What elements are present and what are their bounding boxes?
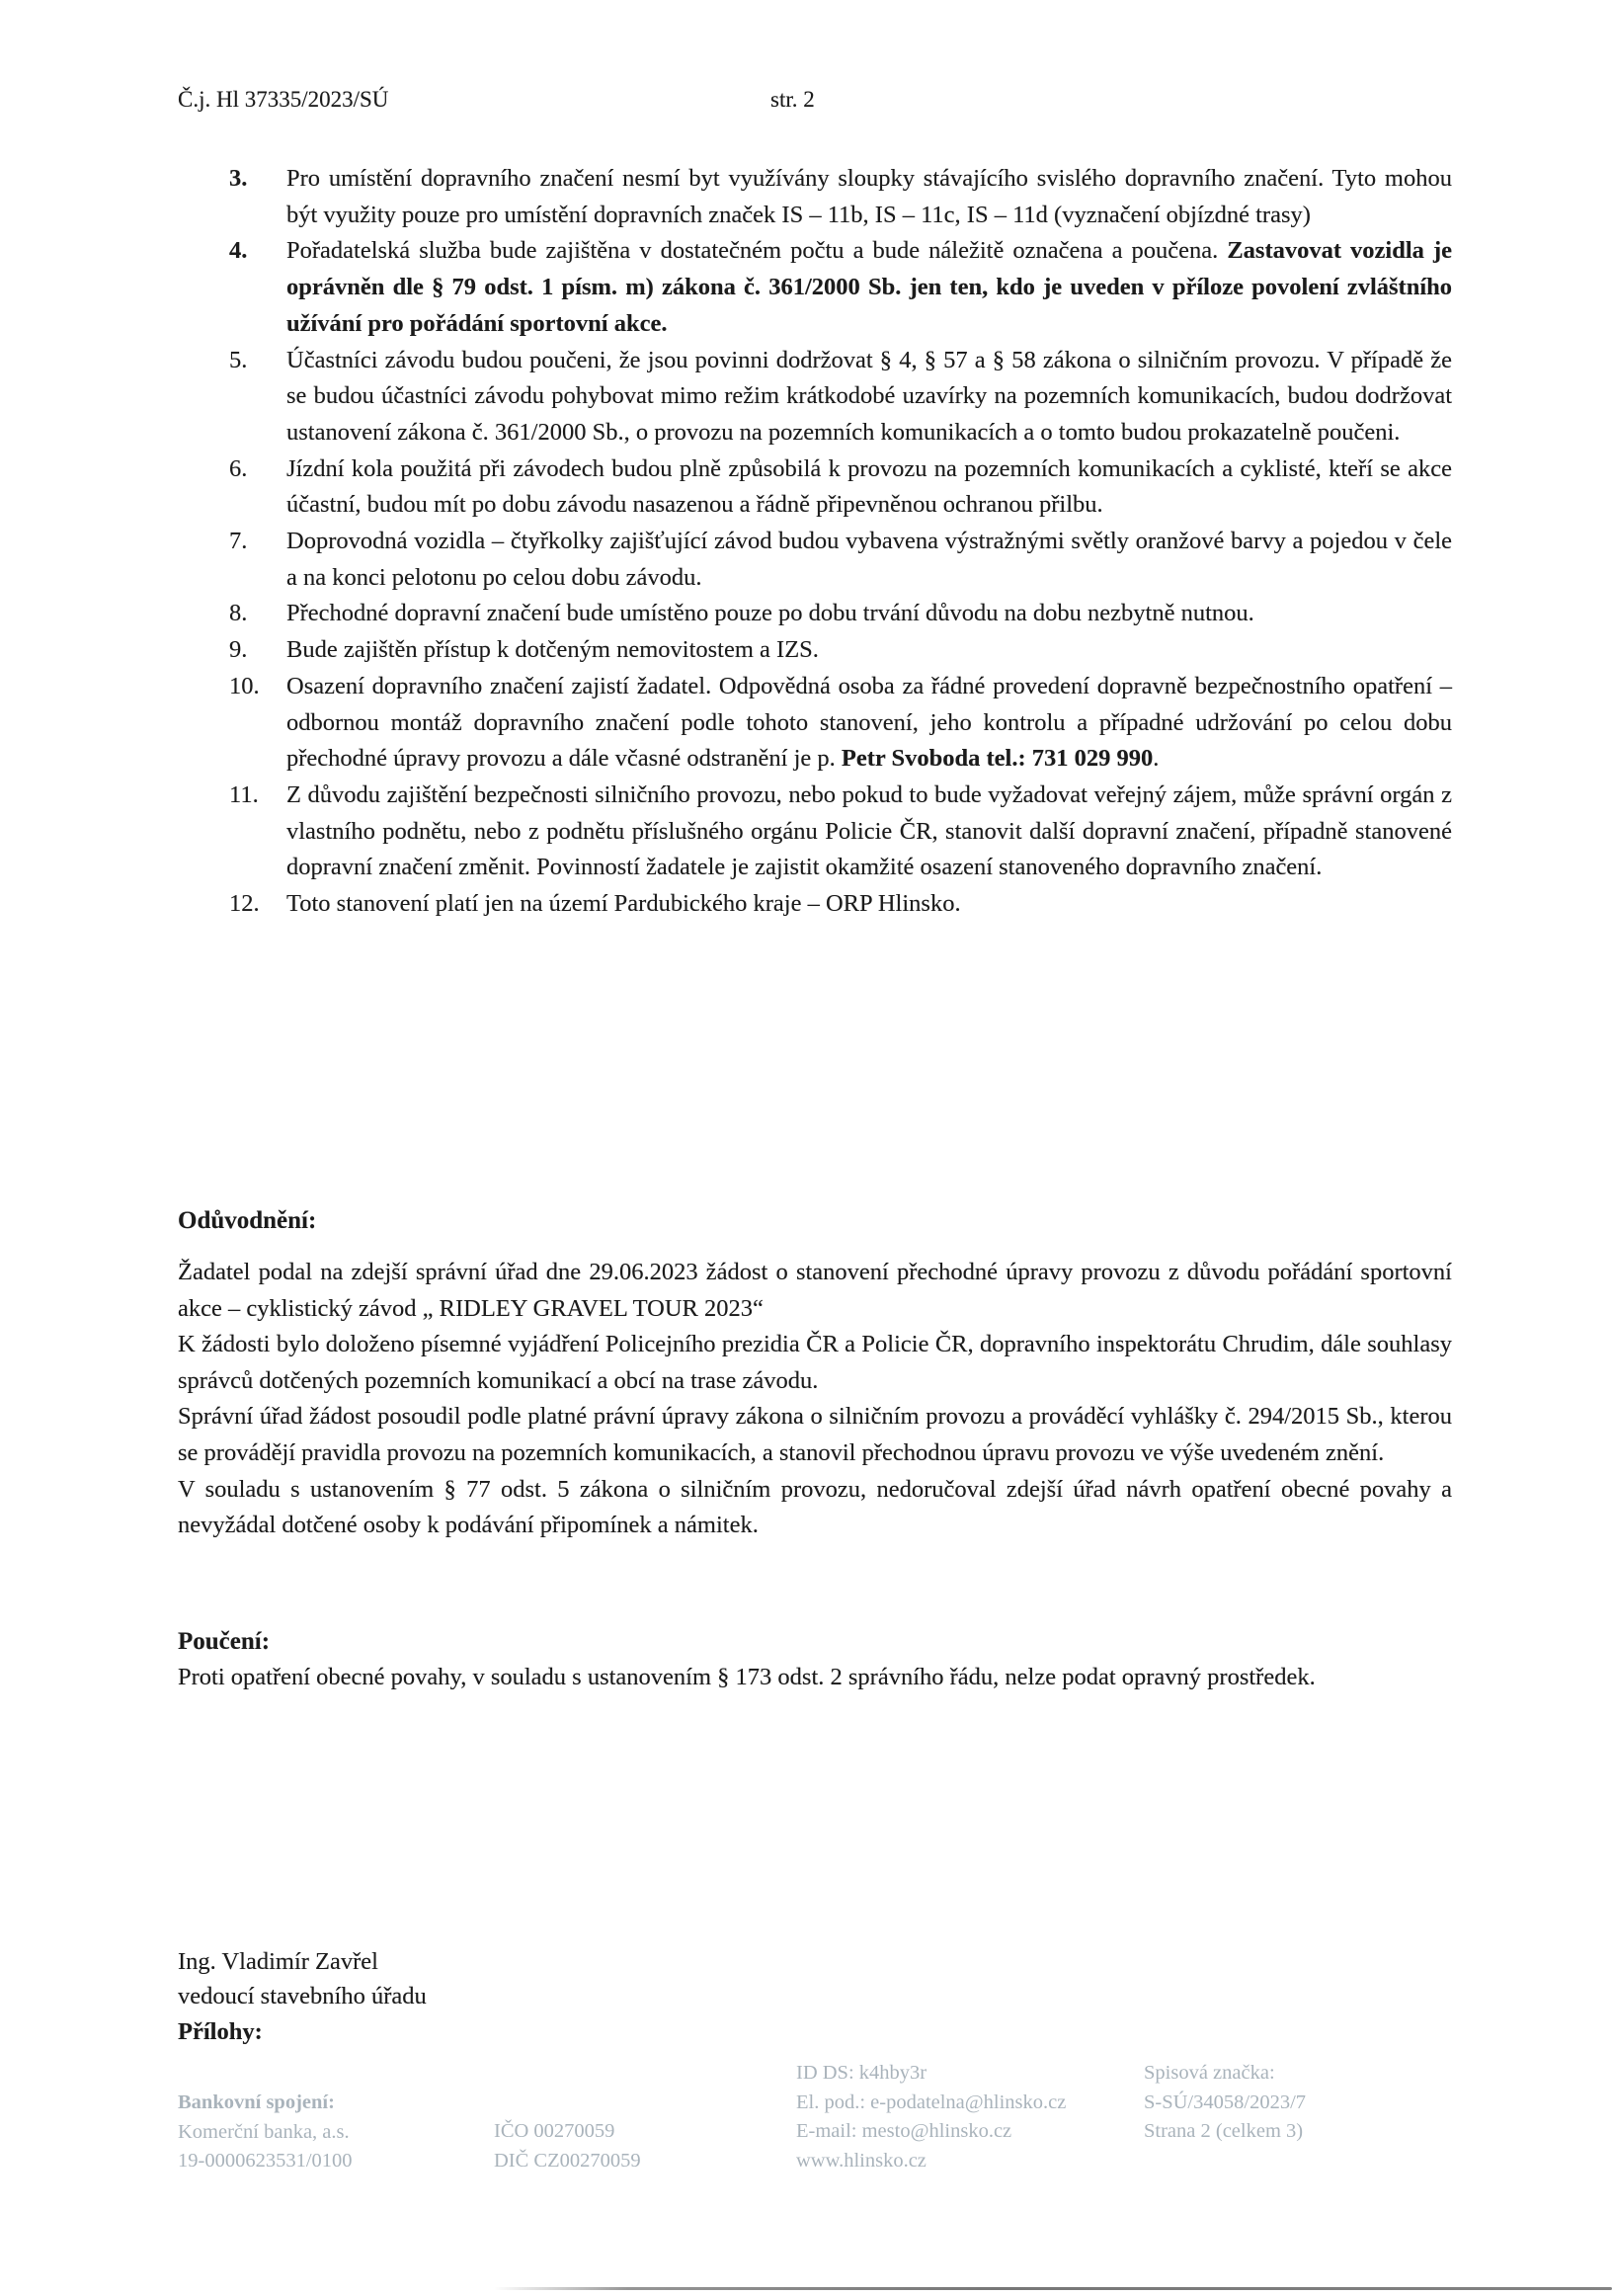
footer-line: S-SÚ/34058/2023/7	[1144, 2091, 1307, 2113]
signature-block	[178, 1944, 427, 2049]
condition-number: 5.	[229, 346, 248, 373]
section-heading-pouceni: Poučení:	[178, 1628, 271, 1655]
section-body-oduvodneni	[178, 1255, 1452, 1544]
footer-bank-lines	[178, 2118, 353, 2176]
condition-text: Bude zajištěn přístup k dotčeným nemovitostem a IZS.	[286, 636, 819, 664]
footer-line: www.hlinsko.cz	[796, 2149, 927, 2172]
condition-text: Pro umístění dopravního značení nesmí byt využívány sloupky stávajícího svislého dopravního značení. Tyto mohou být využity pouze pro umístění dopravních značek IS – 11b, IS – 11c, IS – 11d (vyznačení objízdné trasy)	[286, 165, 1452, 228]
condition-number: 7.	[229, 528, 248, 555]
conditions-list	[229, 161, 1452, 923]
reference-number: Č.j. Hl 37335/2023/SÚ	[178, 87, 389, 112]
paragraph: K žádosti bylo doloženo písemné vyjádření Policejního prezidia ČR a Policie ČR, dopravního inspektorátu Chrudim, dále souhlasy správců dotčených pozemních komunikací a obcí na trase závodu.	[178, 1331, 1452, 1394]
paragraph: Správní úřad žádost posoudil podle platné právní úpravy zákona o silničním provozu a prováděcí vyhlášky č. 294/2015 Sb., kterou se provádějí pravidla provozu na pozemních komunikacích, a stanovil přechodnou úpravu provozu ve výše uvedeném znění.	[178, 1403, 1452, 1466]
paragraph: Proti opatření obecné povahy, v souladu s ustanovením § 173 odst. 2 správního řádu, nelze podat opravný prostředek.	[178, 1664, 1316, 1690]
condition-number: 12.	[229, 890, 260, 918]
condition-text: Osazení dopravního značení zajistí žadatel. Odpovědná osoba za řádné provedení dopravně bezpečnostního opatření – odbornou montáž dopravního značení podle tohoto stanovení, jeho kontrolu a případné udržování po celou dobu přechodné úpravy provozu a dále včasné odstranění je p.	[286, 672, 1452, 773]
condition-text: Toto stanovení platí jen na území Pardubického kraje – ORP Hlinsko.	[286, 890, 961, 918]
footer-contact-column	[796, 2059, 1066, 2175]
footer-line: IČO 00270059	[494, 2120, 615, 2142]
condition-item	[229, 778, 1452, 886]
footer-line: El. pod.: e-podatelna@hlinsko.cz	[796, 2091, 1067, 2113]
scan-artifact-line	[494, 2287, 1612, 2290]
page-number: str. 2	[770, 87, 815, 112]
footer-file-lines	[1144, 2059, 1306, 2147]
condition-item	[229, 343, 1452, 451]
footer-bank-heading: Bankovní spojení:	[178, 2091, 335, 2113]
signatory-title: vedoucí stavebního úřadu	[178, 1983, 427, 2010]
footer-ids-lines	[494, 2117, 641, 2175]
condition-number: 4.	[229, 237, 248, 265]
footer-ids-column	[494, 2117, 641, 2175]
footer-line: Komerční banka, a.s.	[178, 2120, 350, 2143]
footer-line: 19-0000623531/0100	[178, 2150, 353, 2172]
condition-item	[229, 669, 1452, 778]
signatory-name: Ing. Vladimír Zavřel	[178, 1948, 378, 1975]
section-pouceni	[178, 1624, 1452, 1696]
condition-number: 11.	[229, 780, 259, 808]
footer-line: DIČ CZ00270059	[494, 2149, 641, 2172]
condition-item	[229, 161, 1452, 233]
condition-number: 10.	[229, 672, 260, 699]
footer-line: Strana 2 (celkem 3)	[1144, 2120, 1304, 2142]
condition-number: 9.	[229, 636, 248, 664]
section-heading-oduvodneni: Odůvodnění:	[178, 1207, 317, 1234]
condition-text: Pořadatelská služba bude zajištěna v dostatečném počtu a bude náležitě označena a poučena.	[286, 237, 1228, 265]
section-oduvodneni	[178, 1203, 1452, 1544]
footer-line: E-mail: mesto@hlinsko.cz	[796, 2120, 1012, 2142]
footer-contact-lines	[796, 2059, 1066, 2175]
condition-item	[229, 596, 1452, 632]
condition-item	[229, 524, 1452, 596]
condition-text-bold: Zastavovat vozidla je oprávněn dle § 79 odst. 1 písm. m) zákona č. 361/2000 Sb. jen ten, kdo je uveden v příloze povolení zvláštního užívání pro pořádání sportovní akce.	[286, 237, 1453, 337]
condition-text: Z důvodu zajištění bezpečnosti silničního provozu, nebo pokud to bude vyžadovat veřejný zájem, může správní orgán z vlastního podnětu, nebo z podnětu příslušného orgánu Policie ČR, stanovit další dopravní značení, případně stanovené dopravní značení změnit. Povinností žadatele je zajistit okamžité osazení stanoveného dopravního značení.	[286, 780, 1452, 881]
footer-line: Spisová značka:	[1144, 2062, 1275, 2084]
condition-number: 3.	[229, 165, 248, 192]
footer-line: ID DS: k4hby3r	[796, 2062, 927, 2084]
condition-item	[229, 632, 1452, 669]
attachments-label: Přílohy:	[178, 2017, 263, 2045]
condition-text-bold: Petr Svoboda tel.: 731 029 990	[841, 745, 1154, 773]
condition-text: .	[1153, 745, 1160, 773]
condition-item	[229, 886, 1452, 923]
condition-text: Účastníci závodu budou poučeni, že jsou povinni dodržovat § 4, § 57 a § 58 zákona o silničním provozu. V případě že se budou účastníci závodu pohybovat mimo režim krátkodobé uzavírky na pozemních komunikacích, budou dodržovat ustanovení zákona č. 361/2000 Sb., o provozu na pozemních komunikacích a o tomto budou prokazatelně poučeni.	[286, 346, 1452, 446]
section-body-pouceni	[178, 1660, 1452, 1696]
paragraph: V souladu s ustanovením § 77 odst. 5 zákona o silničním provozu, nedoručoval zdejší úřad návrh opatření obecné povahy a nevyžádal dotčené osoby k podávání připomínek a námitek.	[178, 1475, 1452, 1539]
condition-text: Přechodné dopravní značení bude umístěno pouze po dobu trvání důvodu na dobu nezbytně nutnou.	[286, 600, 1254, 627]
footer-file-column	[1144, 2059, 1306, 2147]
footer-bank-column	[178, 2089, 353, 2176]
paragraph: Žadatel podal na zdejší správní úřad dne 29.06.2023 žádost o stanovení přechodné úpravy provozu z důvodu pořádání sportovní akce – cyklistický závod „ RIDLEY GRAVEL TOUR 2023“	[178, 1259, 1452, 1322]
condition-text: Doprovodná vozidla – čtyřkolky zajišťující závod budou vybavena výstražnými světly oranžové barvy a pojedou v čele a na konci pelotonu po celou dobu závodu.	[286, 528, 1452, 591]
condition-number: 6.	[229, 454, 248, 482]
condition-number: 8.	[229, 600, 248, 627]
condition-text: Jízdní kola použitá při závodech budou plně způsobilá k provozu na pozemních komunikacích a cyklisté, kteří se akce účastní, budou mít po dobu závodu nasazenou a řádně připevněnou ochranou přilbu.	[286, 454, 1452, 519]
condition-item	[229, 233, 1452, 342]
condition-item	[229, 451, 1452, 524]
